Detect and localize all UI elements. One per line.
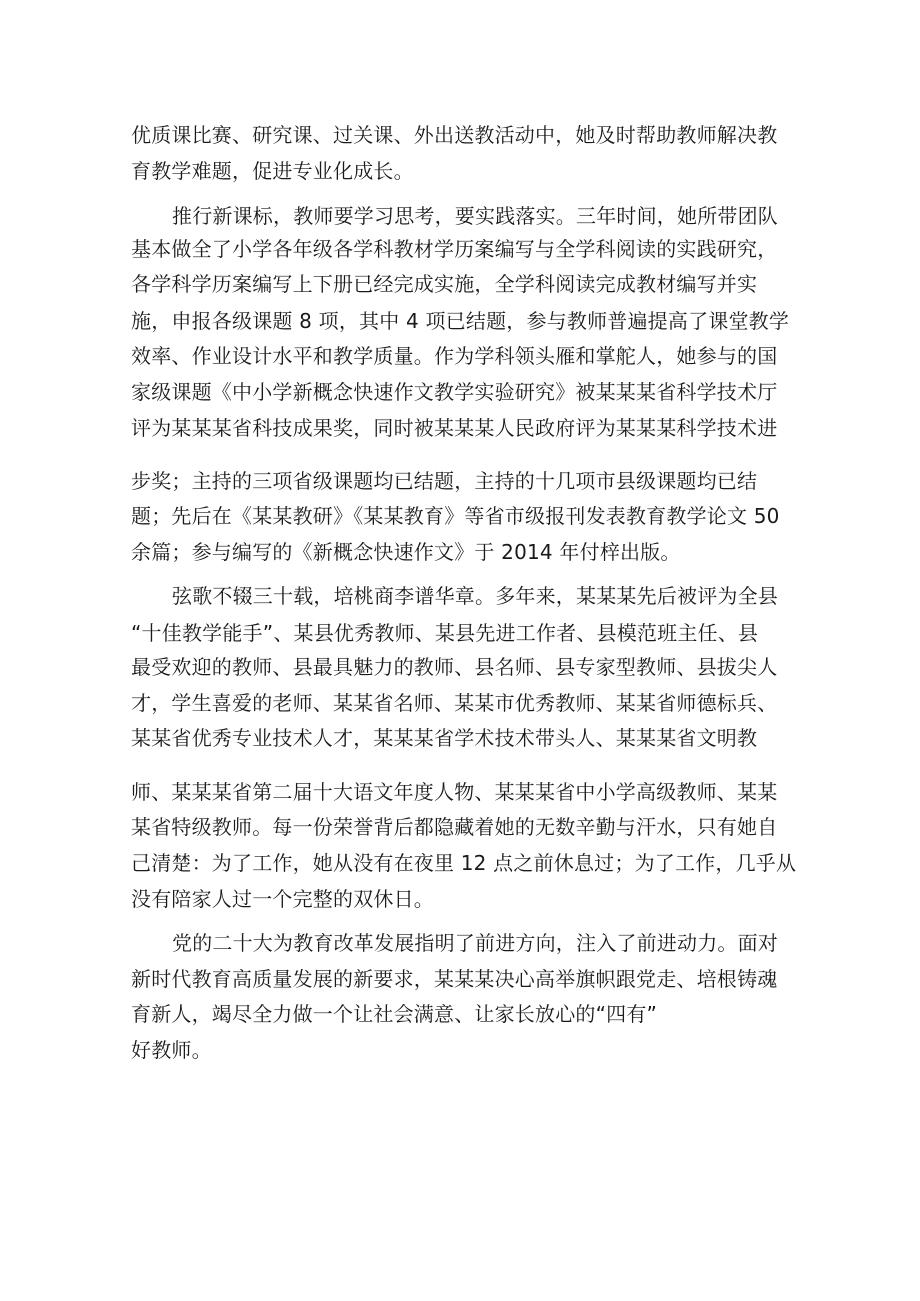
text-line: 党的二十大为教育改革发展指明了前进方向，注入了前进动力。面对 <box>172 931 778 955</box>
text-line: 步奖；主持的三项省级课题均已结题，主持的十几项市县级课题均已结 <box>131 469 758 493</box>
text-line: 某某省优秀专业技术人才，某某某省学术技术带头人、某某某省文明教 <box>131 726 758 750</box>
text-line: 育新人，竭尽全力做一个让社会满意、让家长放心的“四有” <box>131 1002 658 1026</box>
text-line: 某省特级教师。每一份荣誉背后都隐藏着她的无数辛勤与汗水，只有她自 <box>131 815 778 839</box>
text-line: 效率、作业设计水平和教学质量。作为学科领头雁和掌舵人，她参与的国 <box>131 344 778 368</box>
text-line: 己清楚：为了工作，她从没有在夜里 12 点之前休息过；为了工作，几乎从 <box>131 851 797 875</box>
text-line: 各学科学历案编写上下册已经完成实施，全学科阅读完成教材编写并实 <box>131 272 758 296</box>
text-line: 没有陪家人过一个完整的双休日。 <box>131 887 434 911</box>
text-line: 育教学难题，促进专业化成长。 <box>131 159 414 183</box>
text-line: 余篇；参与编写的《新概念快速作文》于 2014 年付梓出版。 <box>131 540 681 564</box>
text-line: 优质课比赛、研究课、过关课、外出送教活动中，她及时帮助教师解决教 <box>131 123 778 147</box>
text-line: 施，申报各级课题 8 项，其中 4 项已结题，参与教师普遍提高了课堂教学 <box>131 309 790 333</box>
text-line: 题；先后在《某某教研》《某某教育》等省市级报刊发表教育教学论文 50 <box>131 504 780 528</box>
text-line: 家级课题《中小学新概念快速作文教学实验研究》被某某某省科学技术厅 <box>131 380 778 404</box>
text-line: 推行新课标，教师要学习思考，要实践落实。三年时间，她所带团队 <box>172 204 778 228</box>
text-line: 最受欢迎的教师、县最具魅力的教师、县名师、县专家型教师、县拔尖人 <box>131 655 778 679</box>
text-line: 好教师。 <box>131 1038 212 1062</box>
text-line: “十佳教学能手”、某县优秀教师、某县先进工作者、县模范班主任、县 <box>131 621 759 645</box>
text-line: 基本做全了小学各年级各学科教材学历案编写与全学科阅读的实践研究， <box>131 237 778 261</box>
text-line: 新时代教育高质量发展的新要求，某某某决心高举旗帜跟党走、培根铸魂 <box>131 967 778 991</box>
text-line: 弦歌不辍三十载，培桃商李谱华章。多年来，某某某先后被评为全县 <box>172 584 778 608</box>
text-line: 才，学生喜爱的老师、某某省名师、某某市优秀教师、某某省师德标兵、 <box>131 691 778 715</box>
text-line: 评为某某某省科技成果奖，同时被某某某人民政府评为某某某科学技术进 <box>131 416 778 440</box>
text-line: 师、某某某省第二届十大语文年度人物、某某某省中小学高级教师、某某 <box>131 780 778 804</box>
